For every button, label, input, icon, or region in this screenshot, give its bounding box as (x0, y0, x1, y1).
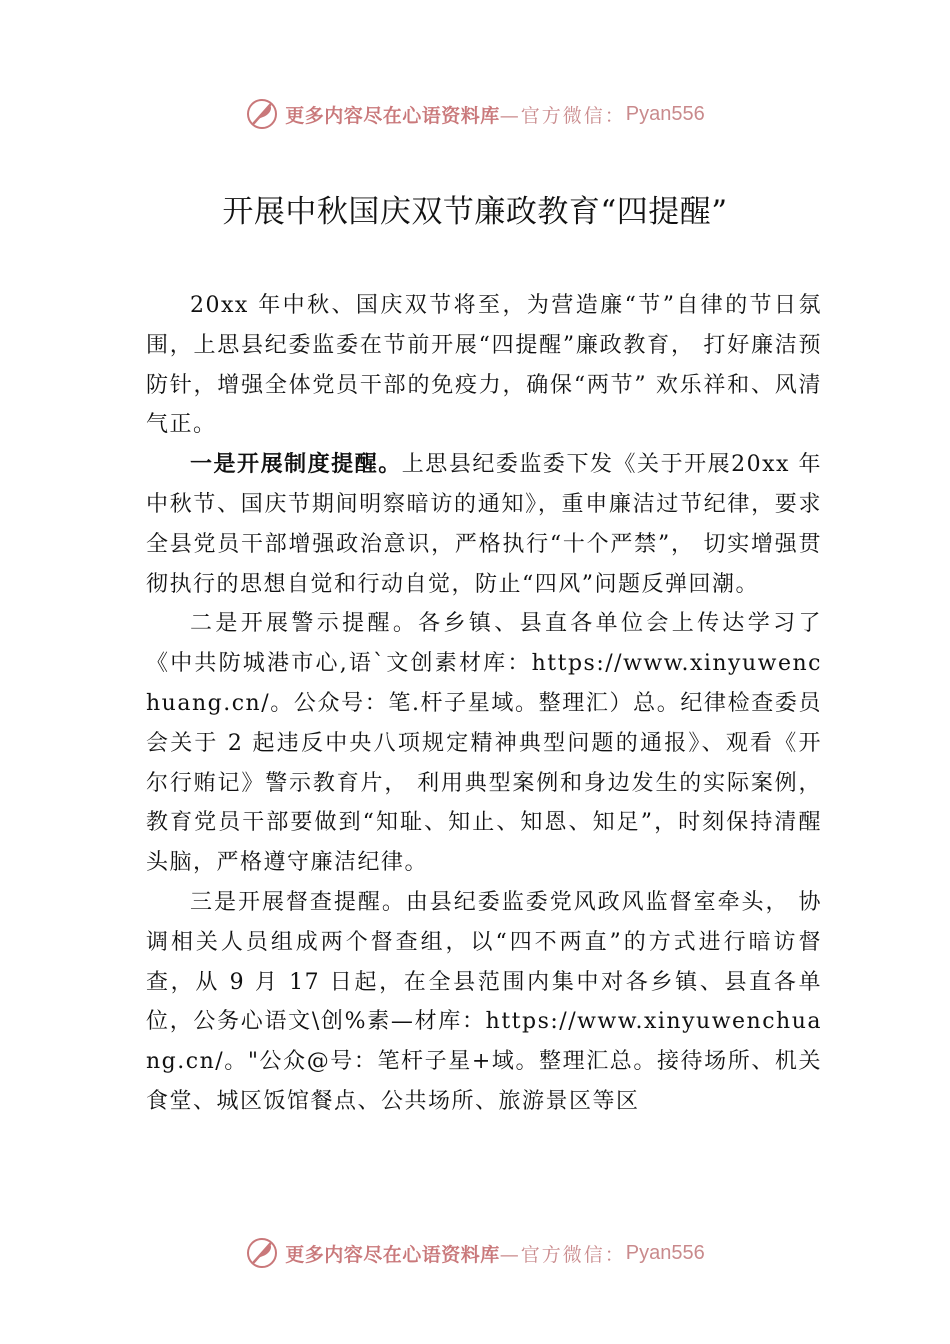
quill-pen-icon (245, 1236, 279, 1270)
banner-wechat-id: Pyan556 (625, 1241, 705, 1264)
header-banner (0, 94, 950, 134)
paragraph-text: 三是开展督查提醒。由县纪委监委党风政风监督室牵头， 协调相关人员组成两个督查组，以“四不两直”的方式进行暗访督查，从 9 月 17 日起，在全县范围内集中对各乡镇、县直各单位，公务心语文\创%素—材库：https://www.xinyuwenchuang.cn/。"公众@号：笔杆子星+域。整理汇总。接待场所、机关食堂、城区饭馆餐点、公共场所、旅游景区等区 (146, 889, 822, 1114)
paragraph-intro (146, 286, 822, 445)
banner-sub-text: —官方微信： (499, 104, 626, 127)
banner-wechat-id: Pyan556 (625, 102, 705, 125)
quill-pen-icon (245, 97, 279, 131)
document-title: 开展中秋国庆双节廉政教育“四提醒” (222, 194, 728, 230)
document-body (146, 286, 822, 1122)
paragraph-lead: 一是开展制度提醒。 (190, 451, 402, 478)
paragraph-institution-reminder (146, 445, 822, 604)
footer-banner (0, 1233, 950, 1273)
banner-main-text: 更多内容尽在心语资料库 (285, 1243, 500, 1266)
paragraph-text: 20xx 年中秋、国庆双节将至，为营造廉“节”自律的节日氛围，上思县纪委监委在节前开展“四提醒”廉政教育， 打好廉洁预防针，增强全体党员干部的免疫力，确保“两节” 欢乐祥和、风清气正。 (146, 293, 822, 438)
banner-main-text: 更多内容尽在心语资料库 (285, 104, 500, 127)
paragraph-inspection-reminder (146, 883, 822, 1122)
paragraph-text: 二是开展警示提醒。各乡镇、县直各单位会上传达学习了《中共防城港市心,语`文创素材库：https://www.xinyuwenchuang.cn/。公众号：笔.杆子星域。整理汇）总。纪律检查委员会关于 2 起违反中央八项规定精神典型问题的通报》、观看《开尔行贿记》警示教育片， 利用典型案例和身边发生的实际案例，教育党员干部要做到“知耻、知止、知恩、知足”，时刻保持清醒头脑，严格遵守廉洁纪律。 (146, 611, 822, 876)
paragraph-text: 上思县纪委监委下发《关于开展20xx 年中秋节、国庆节期间明察暗访的通知》，重申廉洁过节纪律，要求全县党员干部增强政治意识，严格执行“十个严禁”， 切实增强贯彻执行的思想自觉和行动自觉，防止“四风”问题反弹回潮。 (146, 452, 822, 597)
paragraph-warning-reminder (146, 604, 822, 883)
banner-sub-text: —官方微信： (499, 1243, 626, 1266)
